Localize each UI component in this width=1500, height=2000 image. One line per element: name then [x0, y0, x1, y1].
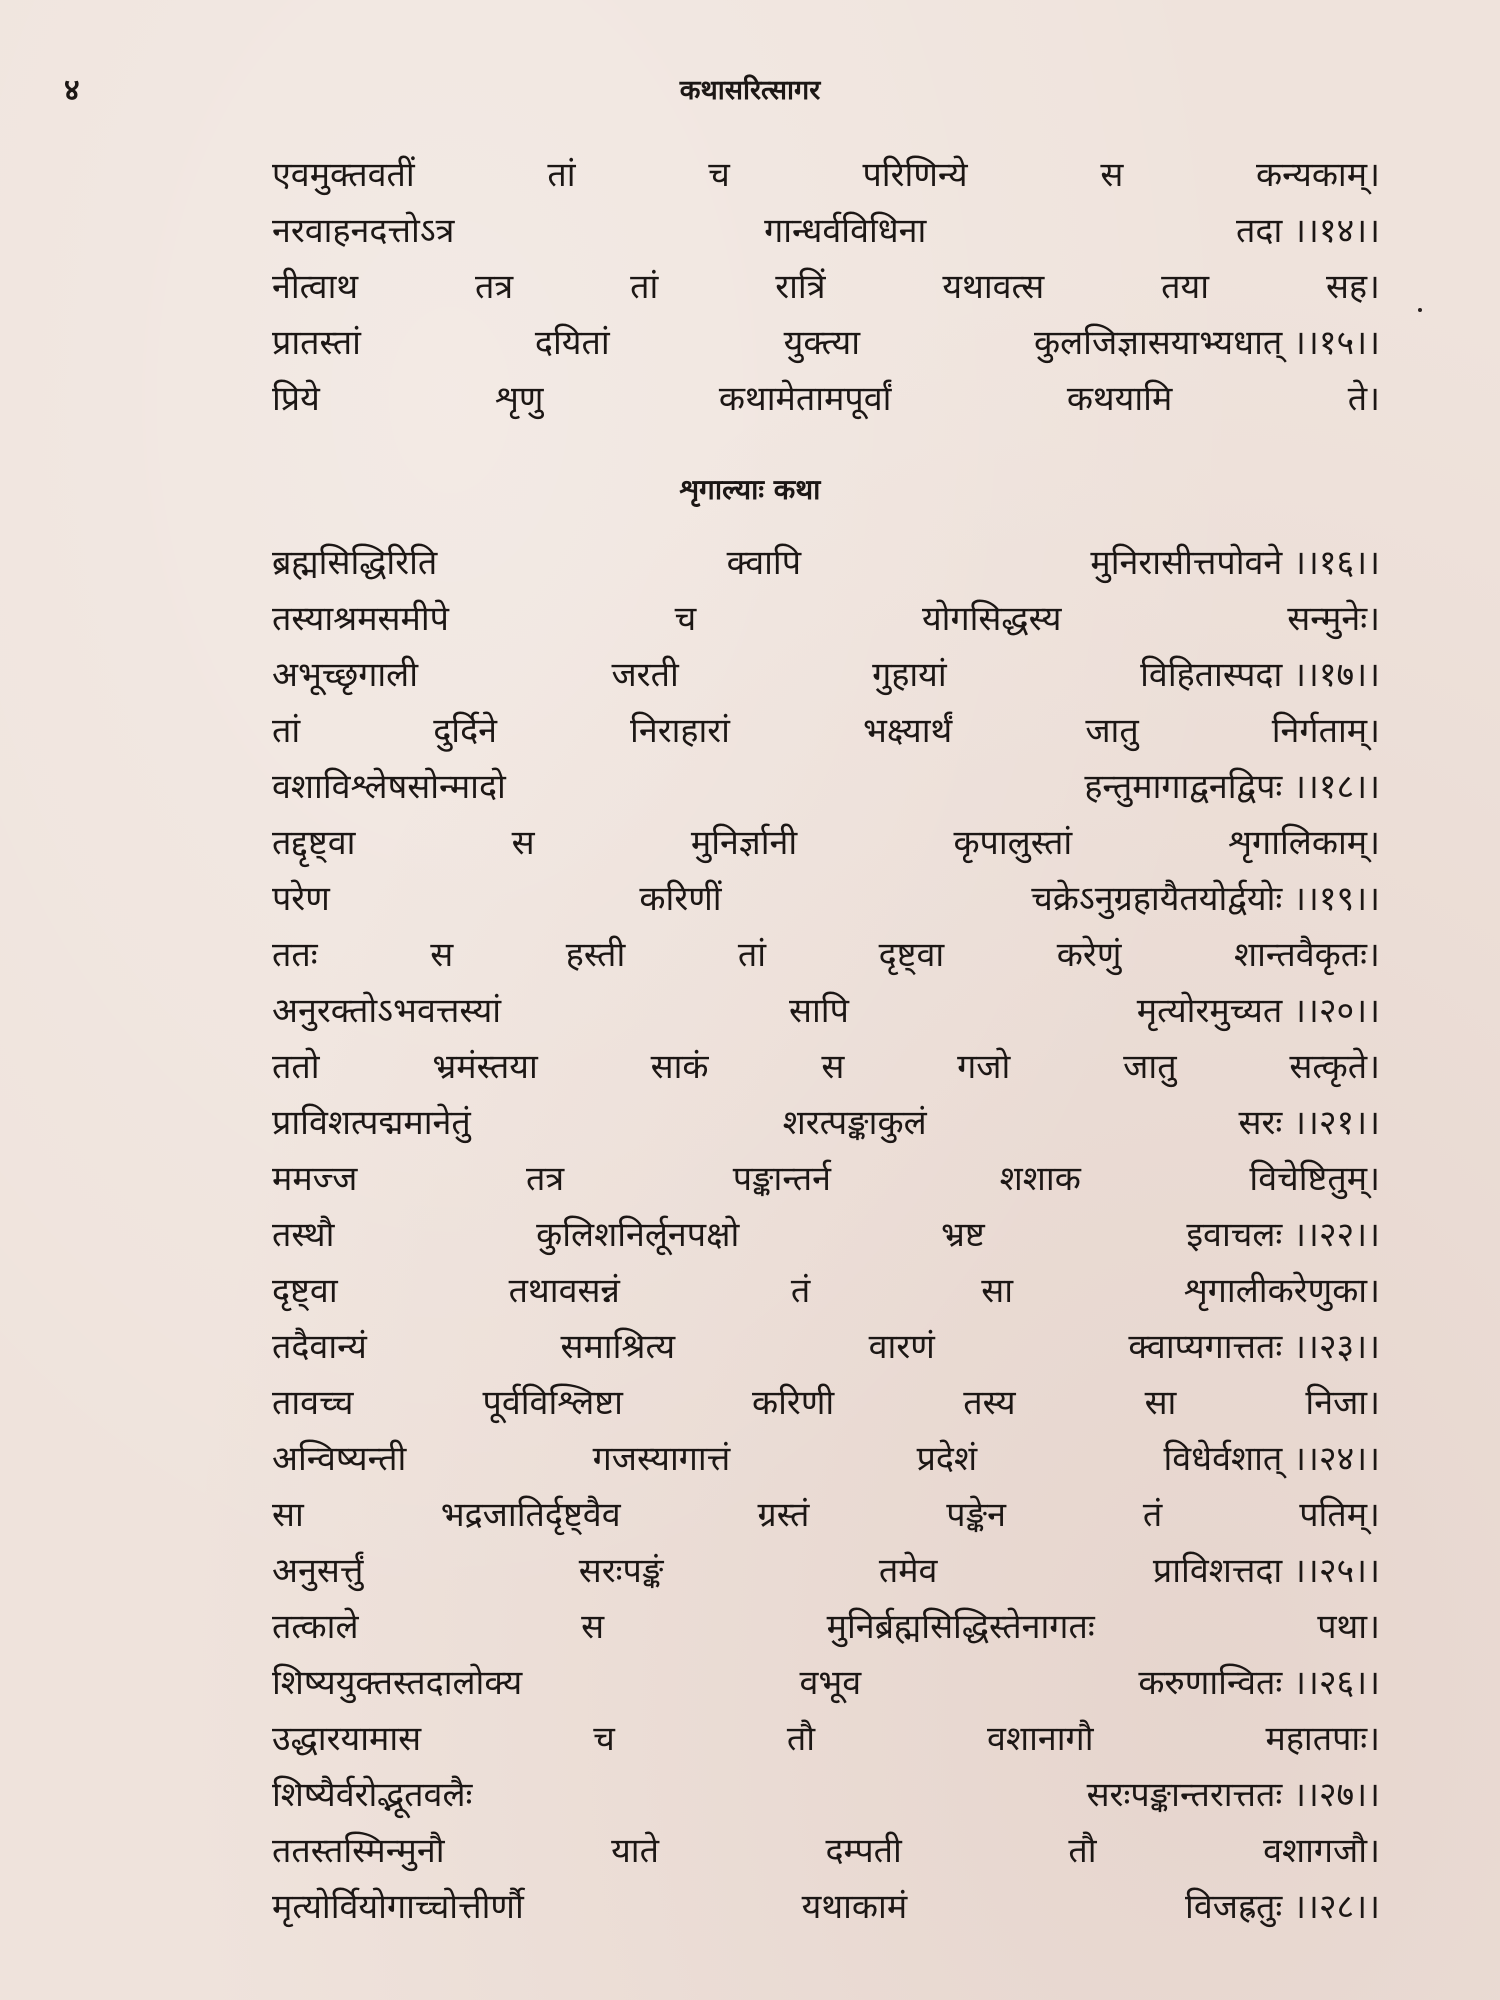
verse-line [272, 650, 1380, 702]
verse-line [272, 706, 1380, 758]
verse-word: प्राविशत्तदा ।।२५।। [1152, 1551, 1380, 1591]
verse-word: सा [1144, 1383, 1177, 1423]
verse-word: स [1100, 155, 1124, 195]
verse-word: क्वाप्यगात्ततः ।।२३।। [1128, 1327, 1380, 1367]
verse-line [272, 594, 1380, 646]
verse-word: गजो [957, 1047, 1011, 1087]
verse-word: स [821, 1047, 845, 1087]
verse-word: तत्र [475, 267, 514, 307]
verse-word: जरती [611, 655, 679, 695]
section-heading: शृगाल्याः कथा [679, 473, 821, 506]
verse-word: विचेष्टितुम्। [1249, 1159, 1380, 1199]
verse-word: समाश्रित्य [560, 1327, 676, 1367]
verse-word: तदैवान्यं [272, 1327, 367, 1367]
verse-line [272, 318, 1380, 370]
verse-word: शरत्पङ्काकुलं [782, 1103, 927, 1143]
verse-word: महातपाः। [1265, 1719, 1380, 1759]
verse-word: पथा। [1317, 1607, 1380, 1647]
verse-line [272, 1322, 1380, 1374]
verse-word: शृगालीकरेणुका। [1184, 1271, 1380, 1311]
verse-word: गान्धर्वविधिना [764, 211, 927, 251]
verse-word: शिष्यैर्वरोद्भूतवलैः [272, 1775, 473, 1815]
verse-word: तस्थौ [272, 1215, 335, 1255]
verse-word: कुलजिज्ञासयाभ्यधात् ।।१५।। [1033, 323, 1380, 363]
verse-word: अनुरक्तोऽभवत्तस्यां [272, 991, 502, 1031]
verse-word: ततो [272, 1047, 320, 1087]
verse-word: विधेर्वशात् ।।२४।। [1163, 1439, 1380, 1479]
verse-word: स [581, 1607, 605, 1647]
verse-word: सा [981, 1271, 1014, 1311]
verse-line [272, 262, 1380, 314]
verse-word: अन्विष्यन्ती [272, 1439, 407, 1479]
verse-word: पङ्कान्तर्न [732, 1159, 832, 1199]
verse-line [272, 1434, 1380, 1486]
verse-word: वारणं [868, 1327, 935, 1367]
verse-word: तद्दृष्ट्वा [272, 823, 356, 863]
verse-word: निजा। [1305, 1383, 1380, 1423]
verse-word: कन्यकाम्। [1255, 155, 1380, 195]
verse-word: शृणु [495, 379, 544, 419]
verse-word: प्रिये [272, 379, 320, 419]
verse-word: पूर्वविश्लिष्टा [482, 1383, 623, 1423]
verse-word: मुनिर्ज्ञानी [690, 823, 798, 863]
verse-word: अनुसर्त्तुं [272, 1551, 364, 1591]
verse-word: कथयामि [1066, 379, 1173, 419]
verse-word: मुनिर्ब्रह्मसिद्धिस्तेनागतः [826, 1607, 1095, 1647]
verse-word: मृत्योरमुच्यत ।।२०।। [1136, 991, 1380, 1031]
verse-word: च [708, 155, 730, 195]
verse-line [272, 818, 1380, 870]
verse-word: तदा ।।१४।। [1236, 211, 1380, 251]
verse-word: उद्धारयामास [272, 1719, 422, 1759]
verse-line [272, 1602, 1380, 1654]
verse-word: स [430, 935, 454, 975]
verse-word: तौ [1068, 1831, 1097, 1871]
verse-word: करुणान्वितः ।।२६।। [1138, 1663, 1380, 1703]
verse-word: शृगालिकाम्। [1228, 823, 1380, 863]
page-number: ४ [64, 73, 80, 108]
page-header [0, 68, 1500, 114]
verse-word: तौ [786, 1719, 816, 1759]
verse-word: रात्रिं [775, 267, 826, 307]
verse-word: दृष्ट्वा [272, 1271, 338, 1311]
verse-word: ममज्ज [272, 1159, 358, 1199]
verse-word: हन्तुमागाद्वनद्विपः ।।१८।। [1084, 767, 1380, 807]
verse-line [272, 986, 1380, 1038]
verse-word: तस्याश्रमसमीपे [272, 599, 449, 639]
verse-word: तथावसन्नं [508, 1271, 620, 1311]
verse-word: पतिम्। [1299, 1495, 1380, 1535]
verse-word: करेणुं [1056, 935, 1122, 975]
verse-word: चक्रेऽनुग्रहायैतयोर्द्वयोः ।।१९।। [1031, 879, 1380, 919]
verse-word: योगसिद्धस्य [921, 599, 1062, 639]
verse-word: दृष्ट्वा [878, 935, 945, 975]
verse-word: शान्तवैकृतः। [1233, 935, 1380, 975]
verse-word: वशाविश्लेषसोन्मादो [272, 767, 506, 807]
verse-word: कुलिशनिर्लूनपक्षो [536, 1215, 740, 1255]
verse-word: प्राविशत्पद्ममानेतुं [272, 1103, 471, 1143]
verse-line [272, 1658, 1380, 1710]
verse-word: शशाक [999, 1159, 1081, 1199]
verse-word: कथामेतामपूर्वां [718, 379, 892, 419]
verse-word: परेण [272, 879, 330, 919]
verse-word: प्रदेशं [916, 1439, 978, 1479]
verse-word: तमेव [878, 1551, 938, 1591]
verse-word: ब्रह्मसिद्धिरिति [272, 543, 438, 583]
verse-word: प्रातस्तां [272, 323, 361, 363]
verse-word: शिष्ययुक्तस्तदालोक्य [272, 1663, 523, 1703]
verse-word: यथाकामं [801, 1887, 908, 1927]
verse-word: कृपालुस्तां [953, 823, 1073, 863]
verse-word: सापि [788, 991, 849, 1031]
verse-line [272, 1714, 1380, 1766]
verse-word: सरःपङ्कान्तरात्ततः ।।२७।। [1086, 1775, 1380, 1815]
verse-word: वशागजौ। [1263, 1831, 1380, 1871]
verse-word: तस्य [963, 1383, 1016, 1423]
verse-line [272, 762, 1380, 814]
verse-word: हस्ती [565, 935, 626, 975]
verse-word: करिणीं [639, 879, 722, 919]
verse-word: सत्कृते। [1289, 1047, 1380, 1087]
verse-word: परिणिन्ये [862, 155, 968, 195]
verse-word: मृत्योर्वियोगाच्चोत्तीर्णौ [272, 1887, 524, 1927]
verse-line [272, 1826, 1380, 1878]
verse-word: ततः [272, 935, 318, 975]
verse-word: दयितां [534, 323, 610, 363]
verse-word: सरःपङ्कं [578, 1551, 664, 1591]
verse-word: वभूव [799, 1663, 862, 1703]
verse-word: तां [547, 155, 576, 195]
verse-word: वशानागौ [987, 1719, 1094, 1759]
verse-line [272, 1770, 1380, 1822]
verse-line [272, 150, 1380, 202]
stray-dot [1418, 308, 1422, 312]
verse-line [272, 930, 1380, 982]
verse-word: तां [272, 711, 301, 751]
verse-word: दम्पती [825, 1831, 902, 1871]
verse-word: जातु [1123, 1047, 1177, 1087]
verse-word: सह। [1325, 267, 1380, 307]
verse-word: सरः ।।२१।। [1238, 1103, 1380, 1143]
verse-line [272, 1098, 1380, 1150]
verse-word: तत्काले [272, 1607, 359, 1647]
verse-word: अभूच्छृगाली [272, 655, 419, 695]
verse-word: तत्र [525, 1159, 565, 1199]
verse-line [272, 1042, 1380, 1094]
verse-word: तावच्च [272, 1383, 354, 1423]
verse-word: भ्रष्ट [940, 1215, 985, 1255]
verse-line [272, 1490, 1380, 1542]
verse-word: याते [611, 1831, 659, 1871]
verse-line [272, 1210, 1380, 1262]
verse-word: ते। [1347, 379, 1380, 419]
verse-word: तया [1161, 267, 1210, 307]
verse-line [272, 1154, 1380, 1206]
verse-word: विहितास्पदा ।।१७।। [1140, 655, 1380, 695]
verse-word: तां [630, 267, 659, 307]
verse-word: ग्रस्तं [757, 1495, 810, 1535]
running-title: कथासरित्सागर [679, 75, 821, 106]
verse-word: युक्त्या [783, 323, 861, 363]
verse-line [272, 1546, 1380, 1598]
verse-line [272, 1266, 1380, 1318]
verse-line [272, 206, 1380, 258]
verse-word: गुहायां [872, 655, 947, 695]
verse-line [272, 1378, 1380, 1430]
verse-word: करिणी [752, 1383, 835, 1423]
verse-word: भद्रजातिर्दृष्ट्वैव [440, 1495, 621, 1535]
verse-word: स [511, 823, 535, 863]
verse-word: निर्गताम्। [1271, 711, 1380, 751]
verse-word: दुर्दिने [433, 711, 497, 751]
verse-line [272, 1882, 1380, 1934]
verse-word: तां [737, 935, 767, 975]
verse-word: साकं [650, 1047, 709, 1087]
verse-word: क्वापि [726, 543, 802, 583]
verse-word: मुनिरासीत्तपोवने ।।१६।। [1090, 543, 1380, 583]
verse-line [272, 538, 1380, 590]
verse-word: पङ्केन [946, 1495, 1006, 1535]
verse-word: एवमुक्तवतीं [272, 155, 415, 195]
verse-word: तं [790, 1271, 811, 1311]
verse-word: यथावत्स [942, 267, 1045, 307]
verse-word: निराहारां [630, 711, 730, 751]
verse-word: भक्ष्यार्थं [863, 711, 953, 751]
verse-word: विजह्रतुः ।।२८।। [1185, 1887, 1380, 1927]
verse-word: इवाचलः ।।२२।। [1186, 1215, 1380, 1255]
verse-word: नरवाहनदत्तोऽत्र [272, 211, 455, 251]
verse-word: भ्रमंस्तया [432, 1047, 538, 1087]
verse-word: गजस्यागात्तं [592, 1439, 731, 1479]
verse-word: तं [1142, 1495, 1163, 1535]
verse-word: ततस्तस्मिन्मुनौ [272, 1831, 445, 1871]
verse-word: सा [272, 1495, 304, 1535]
verse-line [272, 374, 1380, 426]
verse-word: च [674, 599, 697, 639]
verse-line [272, 874, 1380, 926]
verse-word: सन्मुनेः। [1287, 599, 1380, 639]
verse-word: च [593, 1719, 615, 1759]
verse-word: जातु [1085, 711, 1139, 751]
verse-word: नीत्वाथ [272, 267, 359, 307]
